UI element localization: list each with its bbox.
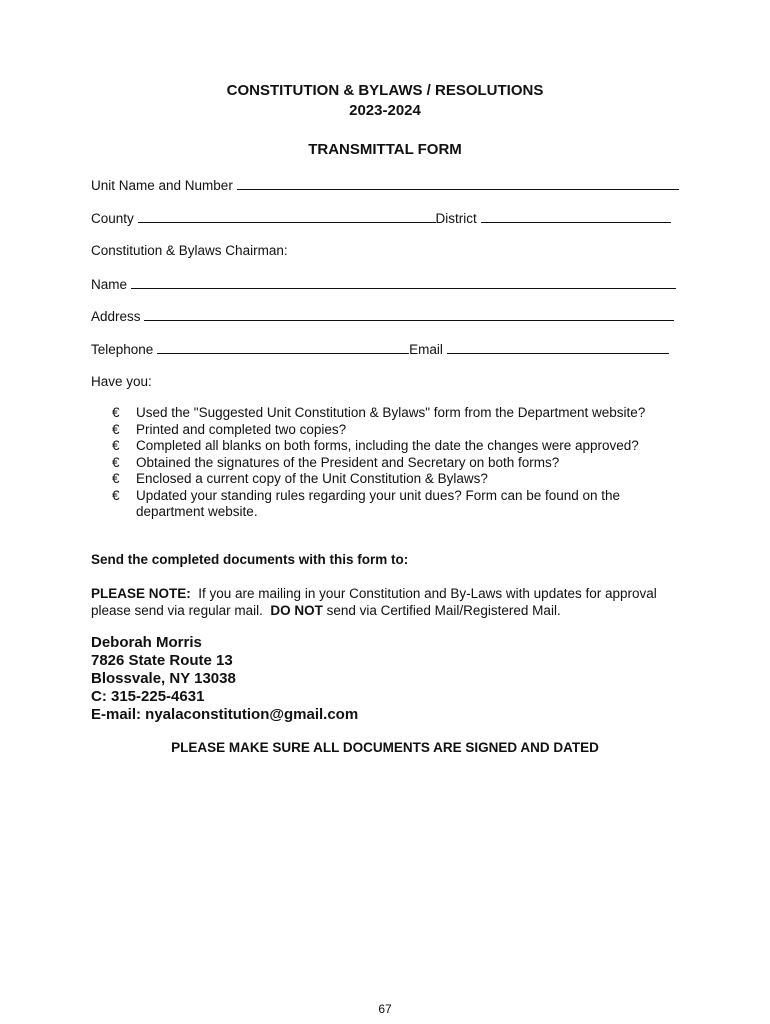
checklist-item-text: Used the "Suggested Unit Constitution & Bylaws" form from the Department website? xyxy=(136,405,646,420)
note-label: PLEASE NOTE: xyxy=(91,586,191,601)
district-label: District xyxy=(435,211,477,226)
contact-street: 7826 State Route 13 xyxy=(91,652,233,669)
telephone-email-row xyxy=(91,340,669,358)
list-item xyxy=(108,422,666,439)
unit-name-row xyxy=(91,176,679,194)
county-label: County xyxy=(91,211,134,226)
checklist-intro: Have you: xyxy=(91,374,152,389)
unit-name-label: Unit Name and Number xyxy=(91,178,233,193)
checklist-item-text: Updated your standing rules regarding your unit dues? Form can be found on the department website. xyxy=(136,487,621,519)
list-item xyxy=(108,471,666,488)
document-year: 2023-2024 xyxy=(349,102,421,119)
do-not-label: DO NOT xyxy=(270,603,323,618)
signature-reminder: PLEASE MAKE SURE ALL DOCUMENTS ARE SIGNED AND DATED xyxy=(171,740,599,755)
name-row xyxy=(91,275,676,293)
address-row xyxy=(91,307,674,325)
bullet-icon: € xyxy=(112,471,120,486)
contact-phone: C: 315-225-4631 xyxy=(91,688,205,705)
address-label: Address xyxy=(91,309,141,324)
page-number: 67 xyxy=(378,1002,392,1016)
county-district-row xyxy=(91,209,671,227)
document-title: CONSTITUTION & BYLAWS / RESOLUTIONS xyxy=(226,82,544,99)
contact-email[interactable]: E-mail: nyalaconstitution@gmail.com xyxy=(91,706,359,723)
address-blank[interactable] xyxy=(144,307,674,321)
telephone-label: Telephone xyxy=(91,342,154,357)
list-item xyxy=(108,405,666,422)
checklist-item-text: Enclosed a current copy of the Unit Constitution & Bylaws? xyxy=(136,471,488,486)
checklist xyxy=(108,405,666,521)
bullet-icon: € xyxy=(112,487,120,503)
checklist-item-text: Obtained the signatures of the President and Secretary on both forms? xyxy=(136,454,560,470)
list-item xyxy=(108,438,666,455)
name-label: Name xyxy=(91,277,128,292)
mailing-note xyxy=(91,585,691,619)
send-instructions: Send the completed documents with this form to: xyxy=(91,552,409,567)
list-item xyxy=(108,455,666,472)
list-item xyxy=(108,488,666,521)
county-blank[interactable] xyxy=(138,209,436,223)
checklist-item-text: Completed all blanks on both forms, including the date the changes were approved? xyxy=(136,438,639,453)
note-text: If you are mailing in your Constitution and By-Laws with updates for approval please send via regular mail. xyxy=(91,586,661,618)
telephone-blank[interactable] xyxy=(157,340,409,354)
contact-city: Blossvale, NY 13038 xyxy=(91,670,236,687)
unit-name-blank[interactable] xyxy=(237,176,679,190)
form-title: TRANSMITTAL FORM xyxy=(308,141,462,158)
contact-block xyxy=(91,634,358,724)
bullet-icon: € xyxy=(112,454,120,470)
note-text-end: send via Certified Mail/Registered Mail. xyxy=(322,603,561,618)
chairman-label: Constitution & Bylaws Chairman: xyxy=(91,243,288,258)
bullet-icon: € xyxy=(112,421,120,437)
checklist-item-text: Printed and completed two copies? xyxy=(136,421,347,437)
email-label: Email xyxy=(409,342,443,357)
district-blank[interactable] xyxy=(481,209,671,223)
bullet-icon: € xyxy=(112,405,120,420)
name-blank[interactable] xyxy=(131,275,676,289)
bullet-icon: € xyxy=(112,438,120,453)
email-blank[interactable] xyxy=(447,340,669,354)
contact-name: Deborah Morris xyxy=(91,634,202,651)
